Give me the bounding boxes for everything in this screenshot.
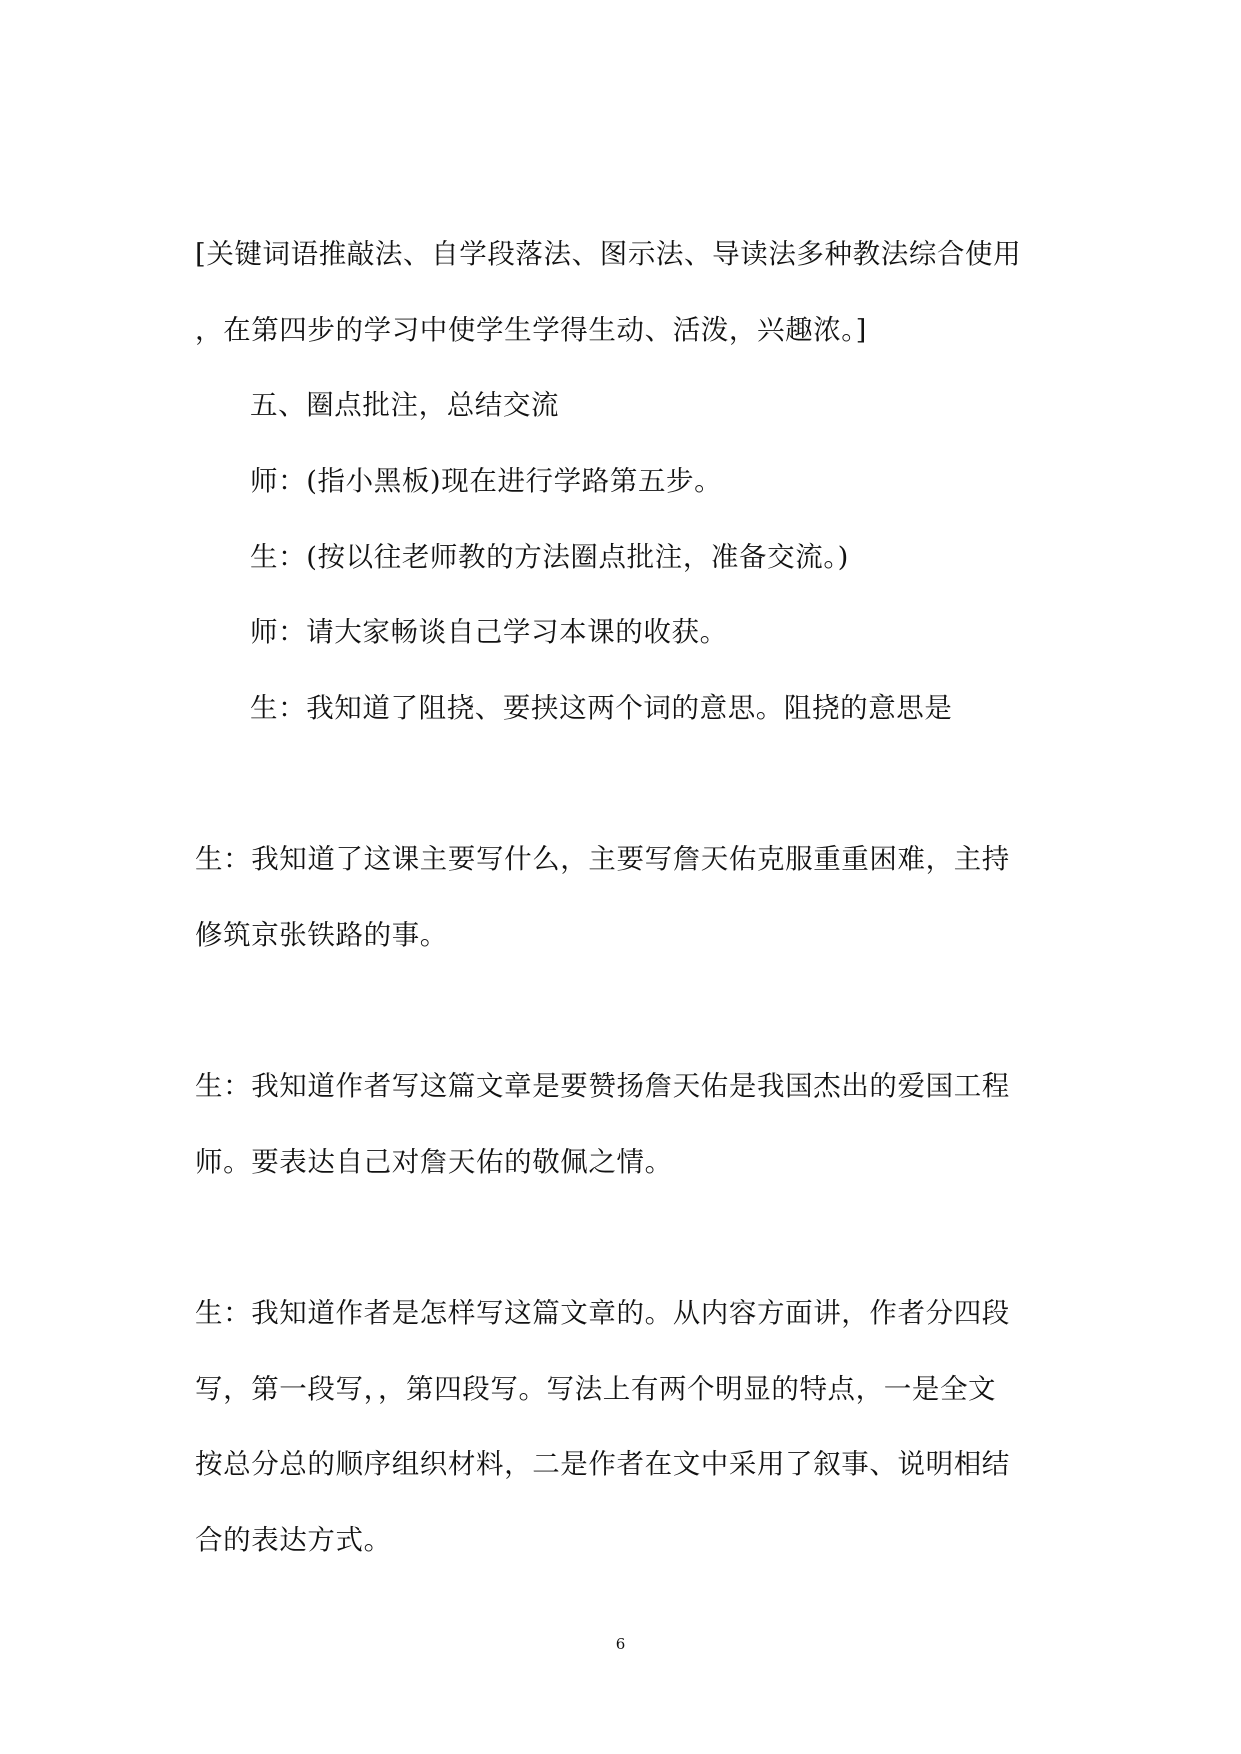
page-number: 6 <box>615 1635 626 1653</box>
paragraph-2-line-1: 生：我知道作者写这篇文章是要赞扬詹天佑是我国杰出的爱国工程 <box>195 1070 1010 1102</box>
paragraph-2-line-2: 师。要表达自己对詹天佑的敬佩之情。 <box>195 1146 673 1178</box>
paragraph-1-line-2: 修筑京张铁路的事。 <box>195 919 448 951</box>
dialogue-line-1: 师：(指小黑板)现在进行学路第五步。 <box>250 465 723 497</box>
paragraph-3-line-4: 合的表达方式。 <box>195 1524 392 1556</box>
note-line-1: [关键词语推敲法、自学段落法、图示法、导读法多种教法综合使用 <box>195 238 1022 270</box>
paragraph-3-line-2: 写，第一段写，，第四段写。写法上有两个明显的特点，一是全文 <box>195 1373 997 1405</box>
paragraph-1-line-1: 生：我知道了这课主要写什么，主要写詹天佑克服重重困难，主持 <box>195 843 1010 875</box>
dialogue-line-2: 生：(按以往老师教的方法圈点批注，准备交流。) <box>250 541 850 573</box>
dialogue-line-4: 生：我知道了阻挠、要挟这两个词的意思。阻挠的意思是 <box>250 692 953 724</box>
paragraph-3-line-1: 生：我知道作者是怎样写这篇文章的。从内容方面讲，作者分四段 <box>195 1297 1010 1329</box>
section-heading: 五、圈点批注，总结交流 <box>250 389 560 421</box>
dialogue-line-3: 师：请大家畅谈自己学习本课的收获。 <box>250 616 728 648</box>
note-line-2: ，在第四步的学习中使学生学得生动、活泼，兴趣浓。] <box>195 314 867 346</box>
paragraph-3-line-3: 按总分总的顺序组织材料，二是作者在文中采用了叙事、说明相结 <box>195 1448 1010 1480</box>
